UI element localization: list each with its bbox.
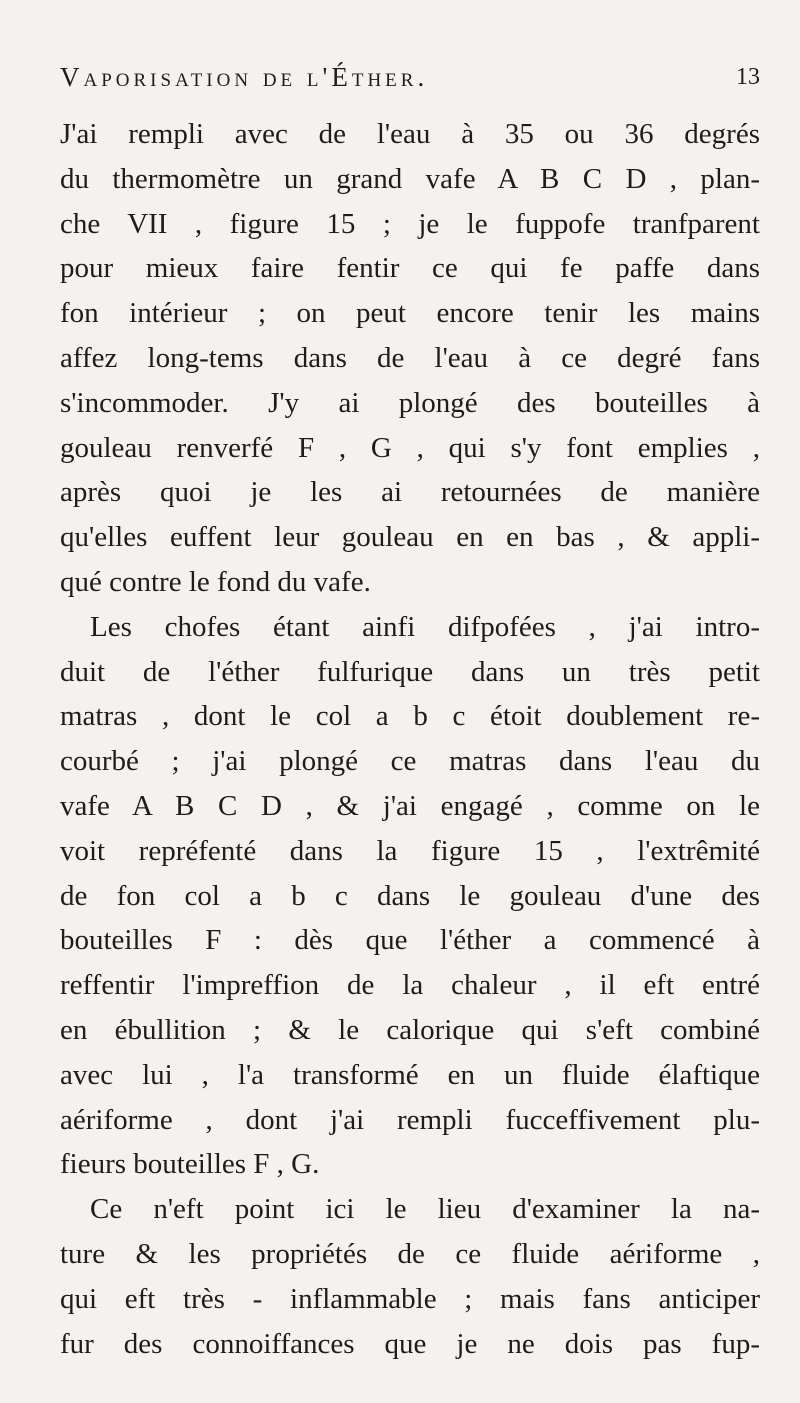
text-line: fieurs bouteilles F , G.	[60, 1148, 320, 1181]
running-head-title: Vaporisation de l'Éther.	[60, 62, 429, 92]
text-line: Ce n'eft point ici le lieu d'examiner la na-	[90, 1193, 760, 1226]
text-line: après quoi je les ai retournées de manière	[60, 476, 760, 509]
text-line: vafe A B C D , & j'ai engagé , comme on le	[60, 789, 760, 822]
text-line: qué contre le fond du vafe.	[60, 565, 371, 598]
text-line: qu'elles euffent leur gouleau en en bas , & appli-	[60, 521, 760, 554]
page-number: 13	[736, 64, 760, 90]
text-line: avec lui , l'a transformé en un fluide élaftique	[60, 1058, 760, 1091]
text-line: affez long-tems dans de l'eau à ce degré fans	[60, 341, 760, 374]
text-line: qui eft très - inflammable ; mais fans anticiper	[60, 1282, 760, 1315]
text-line: fon intérieur ; on peut encore tenir les mains	[60, 297, 760, 330]
text-line: en ébullition ; & le calorique qui s'eft combiné	[60, 1013, 760, 1046]
running-head	[60, 62, 760, 112]
text-line: de fon col a b c dans le gouleau d'une des	[60, 879, 760, 912]
text-line: matras , dont le col a b c étoit doublement re-	[60, 700, 760, 733]
text-line: aériforme , dont j'ai rempli fucceffivement plu-	[60, 1103, 760, 1136]
text-line: courbé ; j'ai plongé ce matras dans l'eau du	[60, 745, 760, 778]
text-line: voit repréfenté dans la figure 15 , l'extrêmité	[60, 834, 760, 867]
text-line: pour mieux faire fentir ce qui fe paffe dans	[60, 252, 760, 285]
text-line: du thermomètre un grand vafe A B C D , plan-	[60, 162, 760, 195]
text-line: che VII , figure 15 ; je le fuppofe tranfparent	[60, 207, 760, 240]
text-line: reffentir l'impreffion de la chaleur , il eft entré	[60, 969, 760, 1002]
text-line: s'incommoder. J'y ai plongé des bouteilles à	[60, 386, 760, 419]
text-line: Les chofes étant ainfi difpofées , j'ai intro-	[90, 610, 760, 643]
text-line: bouteilles F : dès que l'éther a commencé à	[60, 924, 760, 957]
text-line: fur des connoiffances que je ne dois pas fup-	[60, 1327, 760, 1360]
text-line: gouleau renverfé F , G , qui s'y font emplies ,	[60, 431, 760, 464]
text-line: ture & les propriétés de ce fluide aériforme ,	[60, 1237, 760, 1270]
text-line: duit de l'éther fulfurique dans un très petit	[60, 655, 760, 688]
text-line: J'ai rempli avec de l'eau à 35 ou 36 degrés	[60, 118, 760, 150]
body-text	[60, 112, 760, 1366]
